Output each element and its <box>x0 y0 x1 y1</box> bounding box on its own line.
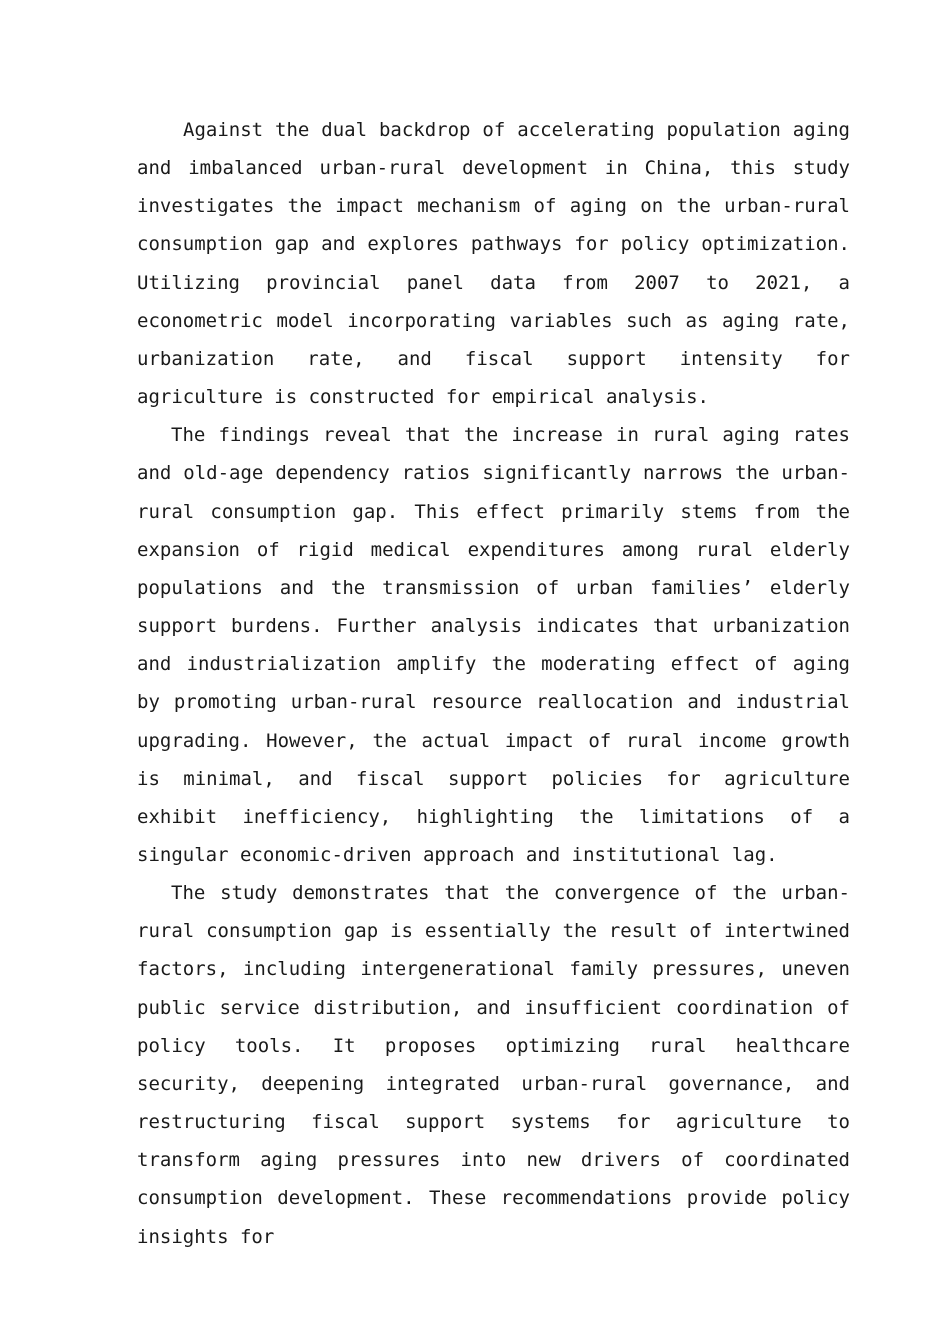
abstract-paragraph-2: The findings reveal that the increase in rural aging rates and old-age dependency ratios significantly narrows the urban-rural consumption gap. This effect primarily stems from the expansion of rigid medical expenditures among rural elderly populations and the transmission of urban families’ elderly support burdens. Further analysis indicates that urbanization and industrialization amplify the moderating effect of aging by promoting urban-rural resource reallocation and industrial upgrading. However, the actual impact of rural income growth is minimal, and fiscal support policies for agriculture exhibit inefficiency, highlighting the limitations of a singular economic-driven approach and institutional lag. <box>137 424 850 866</box>
abstract-paragraph-3: The study demonstrates that the convergence of the urban-rural consumption gap is essentially the result of intertwined factors, including intergenerational family pressures, uneven public service distribution, and insufficient coordination of policy tools. It proposes optimizing rural healthcare security, deepening integrated urban-rural governance, and restructuring fiscal support systems for agriculture to transform aging pressures into new drivers of coordinated consumption development. These recommendations provide policy insights for <box>137 882 850 1248</box>
abstract-paragraph-1: Against the dual backdrop of accelerating population aging and imbalanced urban-rural development in China, this study investigates the impact mechanism of aging on the urban-rural consumption gap and explores pathways for policy optimization. Utilizing provincial panel data from 2007 to 2021, a econometric model incorporating variables such as aging rate, urbanization rate, and fiscal support intensity for agriculture is constructed for empirical analysis. <box>137 119 850 409</box>
document-page <box>137 111 850 1256</box>
